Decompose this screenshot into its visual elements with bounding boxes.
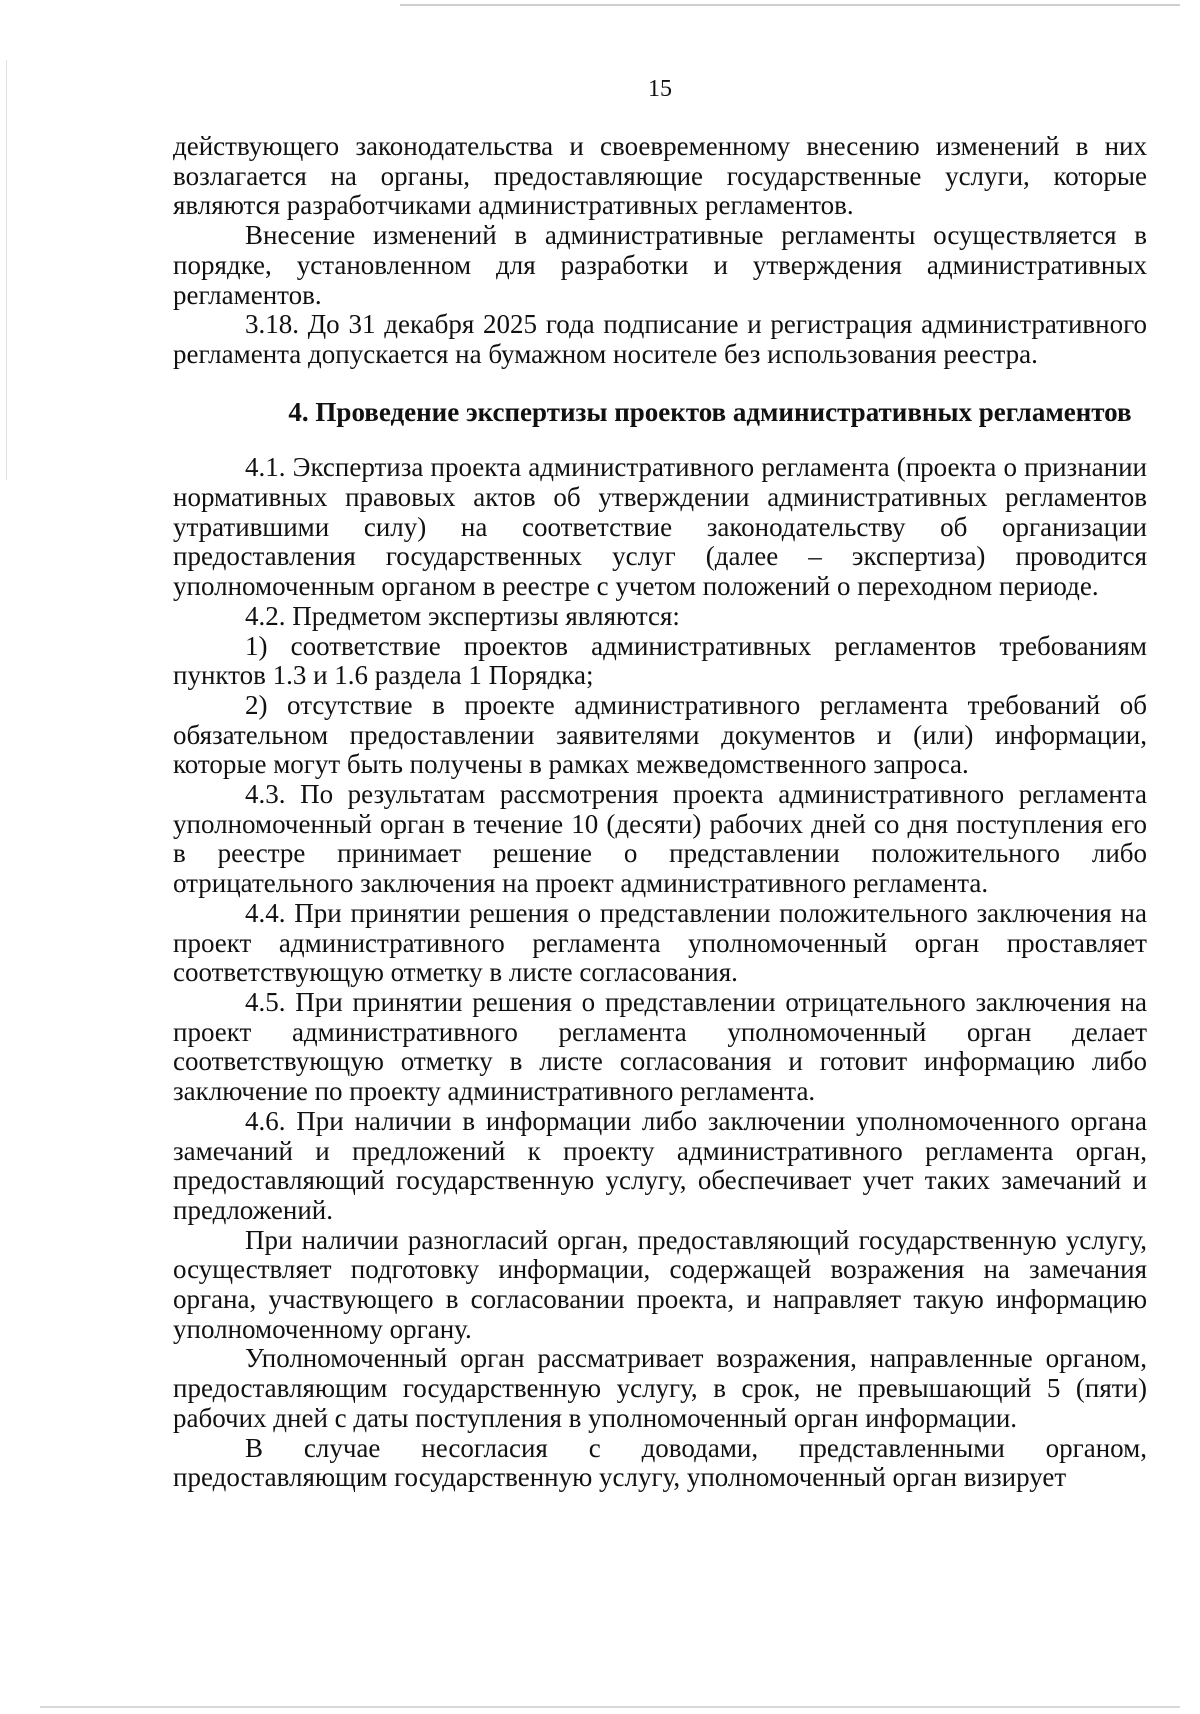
scan-edge-line [400,4,1180,6]
paragraph: 4.4. При принятии решения о представлении положительного заключения на проект административного регламента уполномоченный орган проставляет соответствующую отметку в листе согласования. [173,897,1147,988]
document-body [173,132,1147,1493]
scan-edge-line [40,1706,1180,1708]
paragraph: В случае несогласия с доводами, представленными органом, предоставляющим государственную услугу, уполномоченный орган визирует [173,1432,1147,1493]
list-item: 2) отсутствие в проекте административного регламента требований об обязательном предоставлении заявителями документов и (или) информации, которые могут быть получены в рамках межведомственного запроса. [173,689,1147,780]
page-number: 15 [648,76,672,102]
paragraph: Внесение изменений в административные регламенты осуществляется в порядке, установленном для разработки и утверждения административных регламентов. [173,220,1147,310]
paragraph: действующего законодательства и своевременному внесению изменений в них возлагается на органы, предоставляющие государственные услуги, которые являются разработчиками административных регламентов. [173,131,1147,221]
paragraph: При наличии разногласий орган, предоставляющий государственную услугу, осуществляет подготовку информации, содержащей возражения на замечания органа, участвующего в согласовании проекта, и направляет такую информацию уполномоченному органу. [173,1224,1147,1344]
paragraph: 4.3. По результатам рассмотрения проекта административного регламента уполномоченный орган в течение 10 (десяти) рабочих дней со дня поступления его в реестре принимает решение о представлении положительного либо отрицательного заключения на проект административного регламента. [173,779,1147,899]
paragraph: 4.5. При принятии решения о представлении отрицательного заключения на проект административного регламента уполномоченный орган делает соответствующую отметку в листе согласования и готовит информацию либо заключение по проекту административного регламента. [173,986,1147,1107]
section-heading: 4. Проведение экспертизы проектов административных регламентов [288,396,1132,427]
paragraph: 4.6. При наличии в информации либо заключении уполномоченного органа замечаний и предложений к проекту административного регламента орган, предоставляющий государственную услугу, обеспечивает учет таких замечаний и предложений. [173,1105,1147,1225]
paragraph: 4.1. Экспертиза проекта административного регламента (проекта о признании нормативных правовых актов об утверждении административных регламентов утратившими силу) на соответствие законодательству об организации предоставления государственных услуг (далее – экспертиза) проводится уполномоченным органом в реестре с учетом положений о переходном периоде. [173,452,1147,602]
scan-edge-line [6,60,7,480]
paragraph: 3.18. До 31 декабря 2025 года подписание и регистрация административного регламента допускается на бумажном носителе без использования реестра. [173,309,1147,369]
paragraph: 4.2. Предметом экспертизы являются: [245,600,680,631]
list-item: 1) соответствие проектов административных регламентов требованиям пунктов 1.3 и 1.6 раздела 1 Порядка; [173,630,1147,691]
paragraph: Уполномоченный орган рассматривает возражения, направленные органом, предоставляющим государственную услугу, в срок, не превышающий 5 (пяти) рабочих дней с даты поступления в уполномоченный орган информации. [173,1343,1147,1433]
